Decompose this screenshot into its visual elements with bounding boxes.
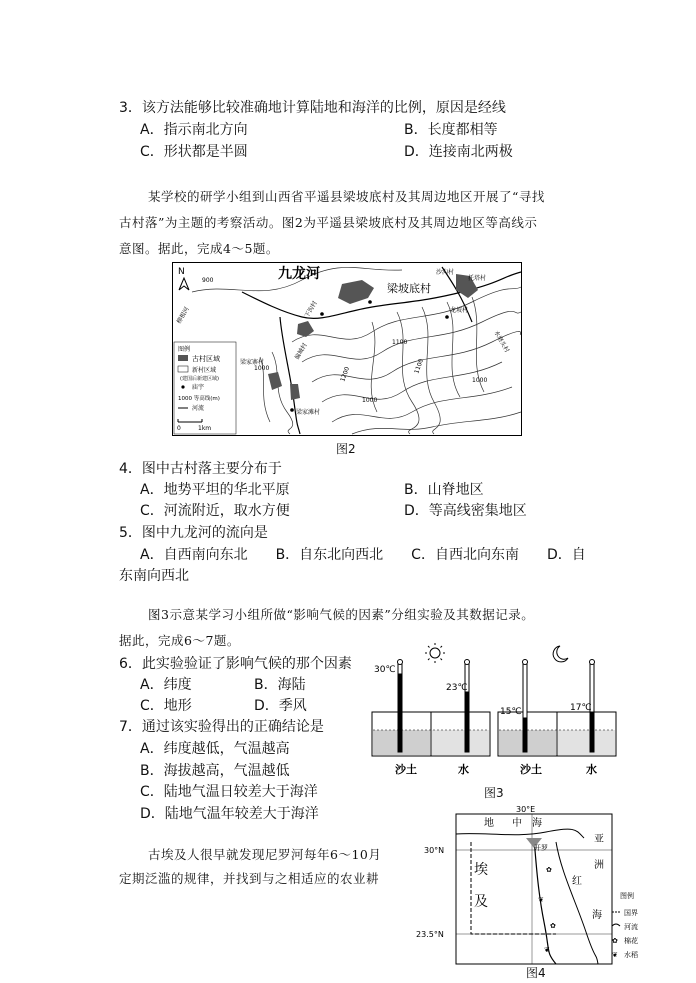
svg-text:开罗: 开罗 bbox=[534, 844, 548, 852]
svg-text:亚: 亚 bbox=[594, 834, 604, 845]
q5-options-line2: 东南向西北 bbox=[119, 568, 189, 584]
svg-text:托塔村: 托塔村 bbox=[468, 275, 487, 282]
q7-option-b: B．海拔越高，气温越低 bbox=[140, 763, 290, 779]
q4-option-b: B．山脊地区 bbox=[404, 482, 484, 498]
q3-option-a: A．指示南北方向 bbox=[140, 122, 248, 138]
figure-2-contour-map bbox=[172, 262, 522, 436]
svg-text:1000: 1000 bbox=[362, 397, 378, 404]
svg-text:水稻: 水稻 bbox=[624, 951, 638, 959]
svg-text:中: 中 bbox=[512, 818, 522, 829]
svg-text:N: N bbox=[178, 267, 185, 277]
river-name-label: 九龙河 bbox=[278, 266, 320, 282]
q3-option-b: B．长度都相等 bbox=[404, 122, 498, 138]
intro-3-line1: 古埃及人很早就发现尼罗河每年6～10月 bbox=[148, 847, 382, 862]
svg-text:✿: ✿ bbox=[612, 937, 618, 945]
svg-text:沙土: 沙土 bbox=[520, 763, 542, 776]
intro-1-line2: 古村落”为主题的考察活动。图2为平遥县梁坡底村及其周边地区等高线示 bbox=[119, 215, 538, 230]
svg-text:梁家寨村: 梁家寨村 bbox=[240, 359, 265, 366]
svg-text:洲: 洲 bbox=[594, 860, 604, 871]
svg-text:❦: ❦ bbox=[544, 946, 550, 954]
q4-option-d: D．等高线密集地区 bbox=[404, 503, 527, 519]
question-5-stem: 5．图中九龙河的流向是 bbox=[119, 525, 268, 541]
fig4-legend bbox=[612, 891, 638, 959]
svg-text:海: 海 bbox=[532, 818, 542, 829]
day-tank bbox=[372, 712, 490, 756]
q3-option-c: C．形状都是半圆 bbox=[140, 144, 248, 160]
intro-3-line2: 定期泛滥的规律，并找到与之相适应的农业耕 bbox=[119, 871, 380, 886]
night-tank bbox=[498, 712, 616, 756]
svg-text:水磨头村: 水磨头村 bbox=[492, 329, 511, 354]
figure-2-caption: 图2 bbox=[336, 442, 356, 456]
svg-text:棉花: 棉花 bbox=[624, 937, 638, 945]
svg-text:河流: 河流 bbox=[624, 923, 638, 931]
svg-text:900: 900 bbox=[202, 277, 214, 284]
moon-icon bbox=[553, 646, 568, 662]
svg-text:30℃: 30℃ bbox=[374, 665, 396, 675]
q6-option-a: A．纬度 bbox=[140, 677, 192, 693]
svg-text:1200: 1200 bbox=[339, 365, 352, 383]
svg-text:1km: 1km bbox=[198, 425, 212, 432]
svg-text:❦: ❦ bbox=[538, 896, 544, 904]
q7-option-d: D．陆地气温年较差大于海洋 bbox=[140, 806, 319, 822]
svg-text:图例: 图例 bbox=[178, 346, 191, 353]
svg-text:(建国后新建区域): (建国后新建区域) bbox=[180, 376, 219, 382]
main-village-label: 梁坡底村 bbox=[387, 282, 431, 295]
svg-text:水: 水 bbox=[586, 763, 597, 776]
svg-text:30°E: 30°E bbox=[516, 805, 536, 814]
svg-text:1000 等高线(m): 1000 等高线(m) bbox=[178, 396, 220, 402]
svg-text:新村区域: 新村区域 bbox=[192, 367, 217, 374]
svg-text:❦: ❦ bbox=[612, 951, 618, 959]
q7-option-a: A．纬度越低，气温越高 bbox=[140, 741, 290, 757]
question-3-stem: 3．该方法能够比较准确地计算陆地和海洋的比例，原因是经线 bbox=[119, 100, 506, 116]
svg-text:30°N: 30°N bbox=[424, 846, 445, 855]
svg-text:23℃: 23℃ bbox=[446, 683, 468, 693]
question-4-stem: 4．图中古村落主要分布于 bbox=[119, 461, 282, 477]
intro-1-line1: 某学校的研学小组到山西省平遥县梁坡底村及其周边地区开展了“寻找 bbox=[148, 189, 545, 204]
svg-text:下沟村: 下沟村 bbox=[303, 299, 319, 319]
svg-text:国界: 国界 bbox=[624, 909, 638, 917]
svg-text:河流: 河流 bbox=[192, 405, 205, 412]
svg-text:柳根河: 柳根河 bbox=[175, 305, 191, 325]
svg-text:沙土: 沙土 bbox=[395, 763, 417, 776]
q4-option-a: A．地势平坦的华北平原 bbox=[140, 482, 290, 498]
q4-option-c: C．河流附近，取水方便 bbox=[140, 503, 290, 519]
svg-text:古村区域: 古村区域 bbox=[192, 355, 220, 363]
q3-option-d: D．连接南北两极 bbox=[404, 144, 513, 160]
svg-text:1100: 1100 bbox=[392, 339, 408, 346]
q6-option-b: B．海陆 bbox=[254, 677, 306, 693]
svg-text:1000: 1000 bbox=[472, 377, 488, 384]
svg-text:地: 地 bbox=[484, 818, 494, 829]
question-6-stem: 6．此实验验证了影响气候的那个因素 bbox=[119, 656, 352, 672]
svg-text:✿: ✿ bbox=[550, 922, 556, 930]
figure-3-caption: 图3 bbox=[484, 786, 504, 800]
svg-text:梁家滩村: 梁家滩村 bbox=[296, 409, 321, 416]
svg-text:水: 水 bbox=[458, 763, 469, 776]
svg-text:海: 海 bbox=[592, 910, 602, 921]
q6-option-d: D．季风 bbox=[254, 698, 307, 714]
svg-text:23.5°N: 23.5°N bbox=[416, 930, 444, 939]
q5-options-line1: A．自西南向东北 B．自东北向西北 C．自西北向东南 D．自 bbox=[140, 547, 586, 563]
temperature-readings bbox=[374, 665, 592, 717]
svg-text:图例: 图例 bbox=[620, 892, 634, 900]
svg-text:埃: 埃 bbox=[474, 862, 488, 878]
svg-text:偏城村: 偏城村 bbox=[293, 341, 309, 361]
svg-text:1000: 1000 bbox=[254, 365, 270, 372]
svg-text:1100: 1100 bbox=[413, 357, 426, 375]
svg-text:15℃: 15℃ bbox=[500, 707, 522, 717]
question-7-stem: 7．通过该实验得出的正确结论是 bbox=[119, 719, 324, 735]
svg-text:✿: ✿ bbox=[546, 866, 552, 874]
svg-text:沙沟村: 沙沟村 bbox=[436, 269, 455, 276]
sun-icon bbox=[425, 643, 445, 663]
intro-1-line3: 意图。据此，完成4～5题。 bbox=[119, 241, 279, 256]
q7-option-c: C．陆地气温日较差大于海洋 bbox=[140, 784, 318, 800]
intro-2-line2: 据此，完成6～7题。 bbox=[119, 633, 240, 648]
svg-text:红: 红 bbox=[572, 876, 582, 887]
fig2-legend bbox=[174, 342, 236, 434]
figure-3-experiment bbox=[368, 640, 624, 780]
svg-text:及: 及 bbox=[474, 894, 488, 910]
intro-2-line1: 图3示意某学习小组所做“影响气候的因素”分组实验及其数据记录。 bbox=[148, 607, 535, 622]
figure-4-egypt-map bbox=[406, 802, 652, 978]
figure-4-caption: 图4 bbox=[526, 966, 546, 980]
svg-text:龙坡村: 龙坡村 bbox=[450, 307, 469, 314]
svg-text:0: 0 bbox=[177, 425, 181, 432]
svg-text:17℃: 17℃ bbox=[570, 703, 592, 713]
q6-option-c: C．地形 bbox=[140, 698, 192, 714]
tank-labels bbox=[395, 762, 597, 776]
svg-text:庙宇: 庙宇 bbox=[192, 384, 205, 391]
